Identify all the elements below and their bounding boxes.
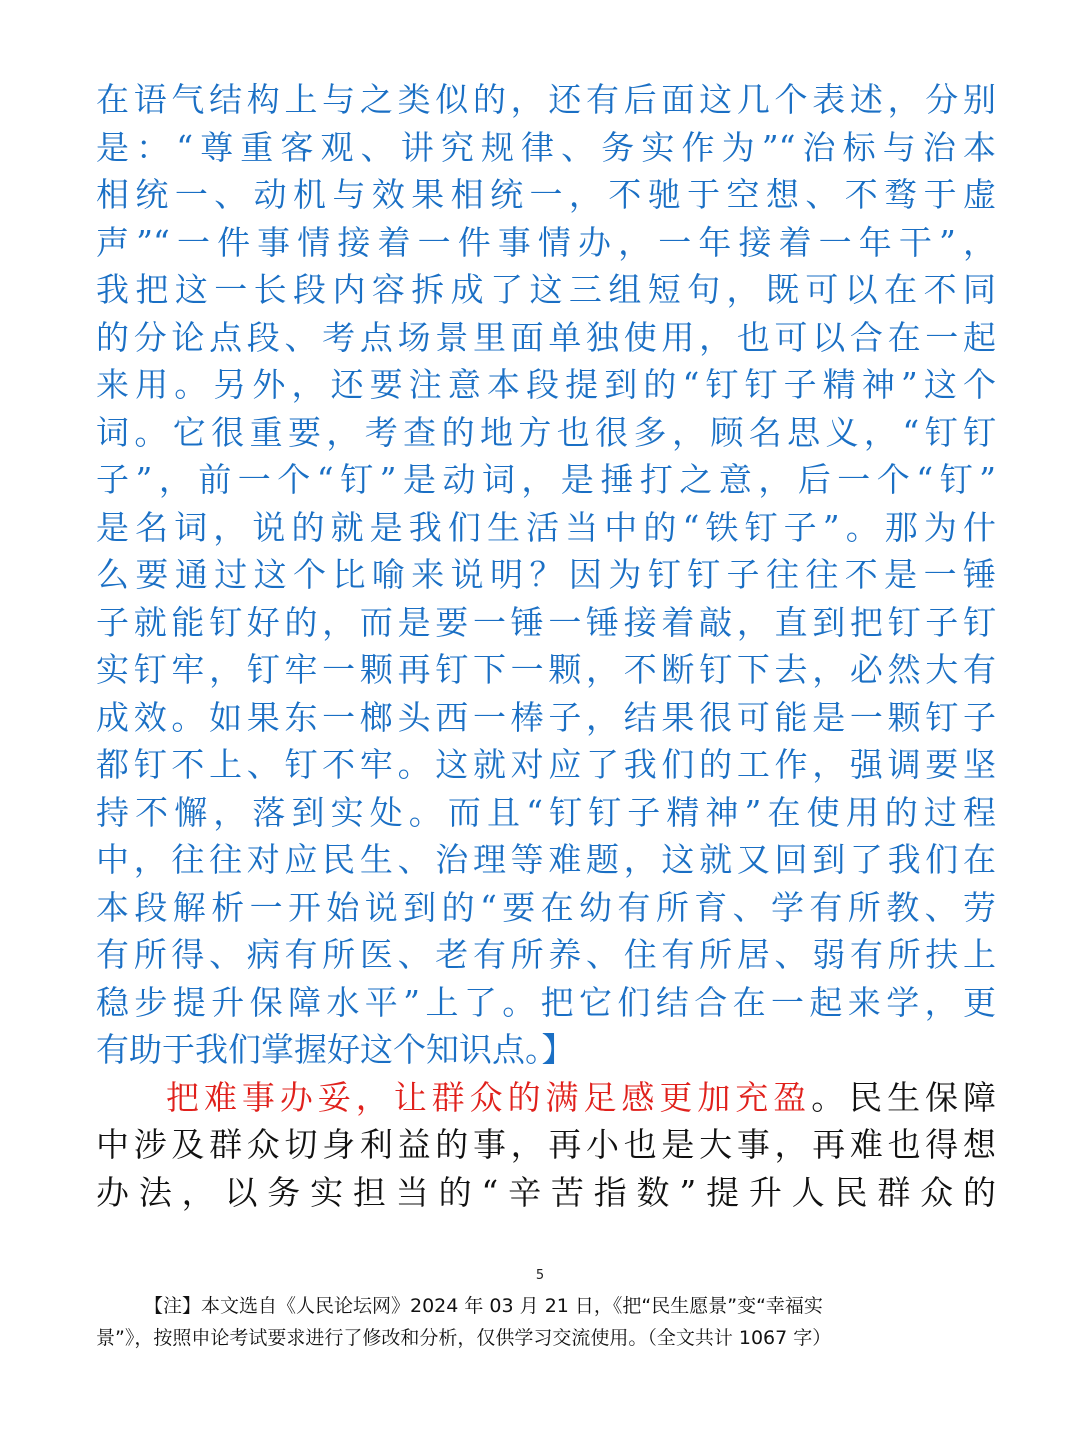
section-heading-line [96, 1074, 996, 1122]
page-number: 5 [535, 1268, 545, 1283]
analysis-line: 来用。另外，还要注意本段提到的“钉钉子精神”这个 [96, 365, 996, 404]
analysis-line: 我把这一长段内容拆成了这三组短句，既可以在不同 [96, 270, 996, 309]
analysis-line: 么要通过这个比喻来说明？因为钉钉子往往不是一锤 [96, 555, 996, 594]
analysis-line: 持不懈，落到实处。而且“钉钉子精神”在使用的过程 [96, 792, 996, 832]
footnote-line: 【注】本文选自《人民论坛网》2024 年 03 月 21 日，《把“民生愿景”变“幸福实 [144, 1295, 823, 1317]
footnote-line: 景”》，按照申论考试要求进行了修改和分析，仅供学习交流使用。（全文共计 1067 字） [96, 1327, 832, 1349]
body-text [96, 76, 996, 1216]
analysis-line: 中，往往对应民生、治理等难题，这就又回到了我们在 [96, 840, 996, 879]
body-line: 办法，以务实担当的“辛苦指数”提升人民群众的 [96, 1172, 996, 1212]
analysis-line: 子就能钉好的，而是要一锤一锤接着敲，直到把钉子钉 [96, 602, 996, 642]
analysis-line: 都钉不上、钉不牢。这就对应了我们的工作，强调要坚 [96, 745, 996, 784]
analysis-line: 的分论点段、考点场景里面单独使用，也可以合在一起 [96, 317, 996, 357]
analysis-line: 子”，前一个“钉”是动词，是捶打之意，后一个“钉” [96, 460, 996, 499]
section-heading: 把难事办妥，让群众的满足感更加充盈 [166, 1077, 812, 1117]
analysis-line: 声”“一件事情接着一件事情办，一年接着一年干”， [96, 222, 996, 262]
analysis-line: 是名词，说的就是我们生活当中的“铁钉子”。那为什 [96, 507, 996, 547]
analysis-line: 在语气结构上与之类似的，还有后面这几个表述，分别 [96, 80, 996, 119]
analysis-line: 实钉牢，钉牢一颗再钉下一颗，不断钉下去，必然大有 [96, 650, 996, 689]
analysis-line: 是：“尊重客观、讲究规律、务实作为”“治标与治本 [96, 127, 996, 167]
analysis-line: 成效。如果东一榔头西一棒子，结果很可能是一颗钉子 [96, 697, 996, 737]
analysis-line: 有助于我们掌握好这个知识点。】 [96, 1030, 575, 1069]
analysis-line: 稳步提升保障水平”上了。把它们结合在一起来学，更 [96, 982, 996, 1022]
analysis-line: 本段解析一开始说到的“要在幼有所育、学有所教、劳 [96, 887, 996, 927]
body-line-continuation: 。民生保障 [811, 1077, 997, 1117]
analysis-line: 词。它很重要，考查的地方也很多，顾名思义，“钉钉 [96, 412, 996, 452]
analysis-line: 相统一、动机与效果相统一，不驰于空想、不骛于虚 [96, 175, 996, 214]
body-line: 中涉及群众切身利益的事，再小也是大事，再难也得想 [96, 1125, 996, 1164]
footnote [96, 1290, 996, 1354]
analysis-line: 有所得、病有所医、老有所养、住有所居、弱有所扶上 [96, 935, 996, 974]
